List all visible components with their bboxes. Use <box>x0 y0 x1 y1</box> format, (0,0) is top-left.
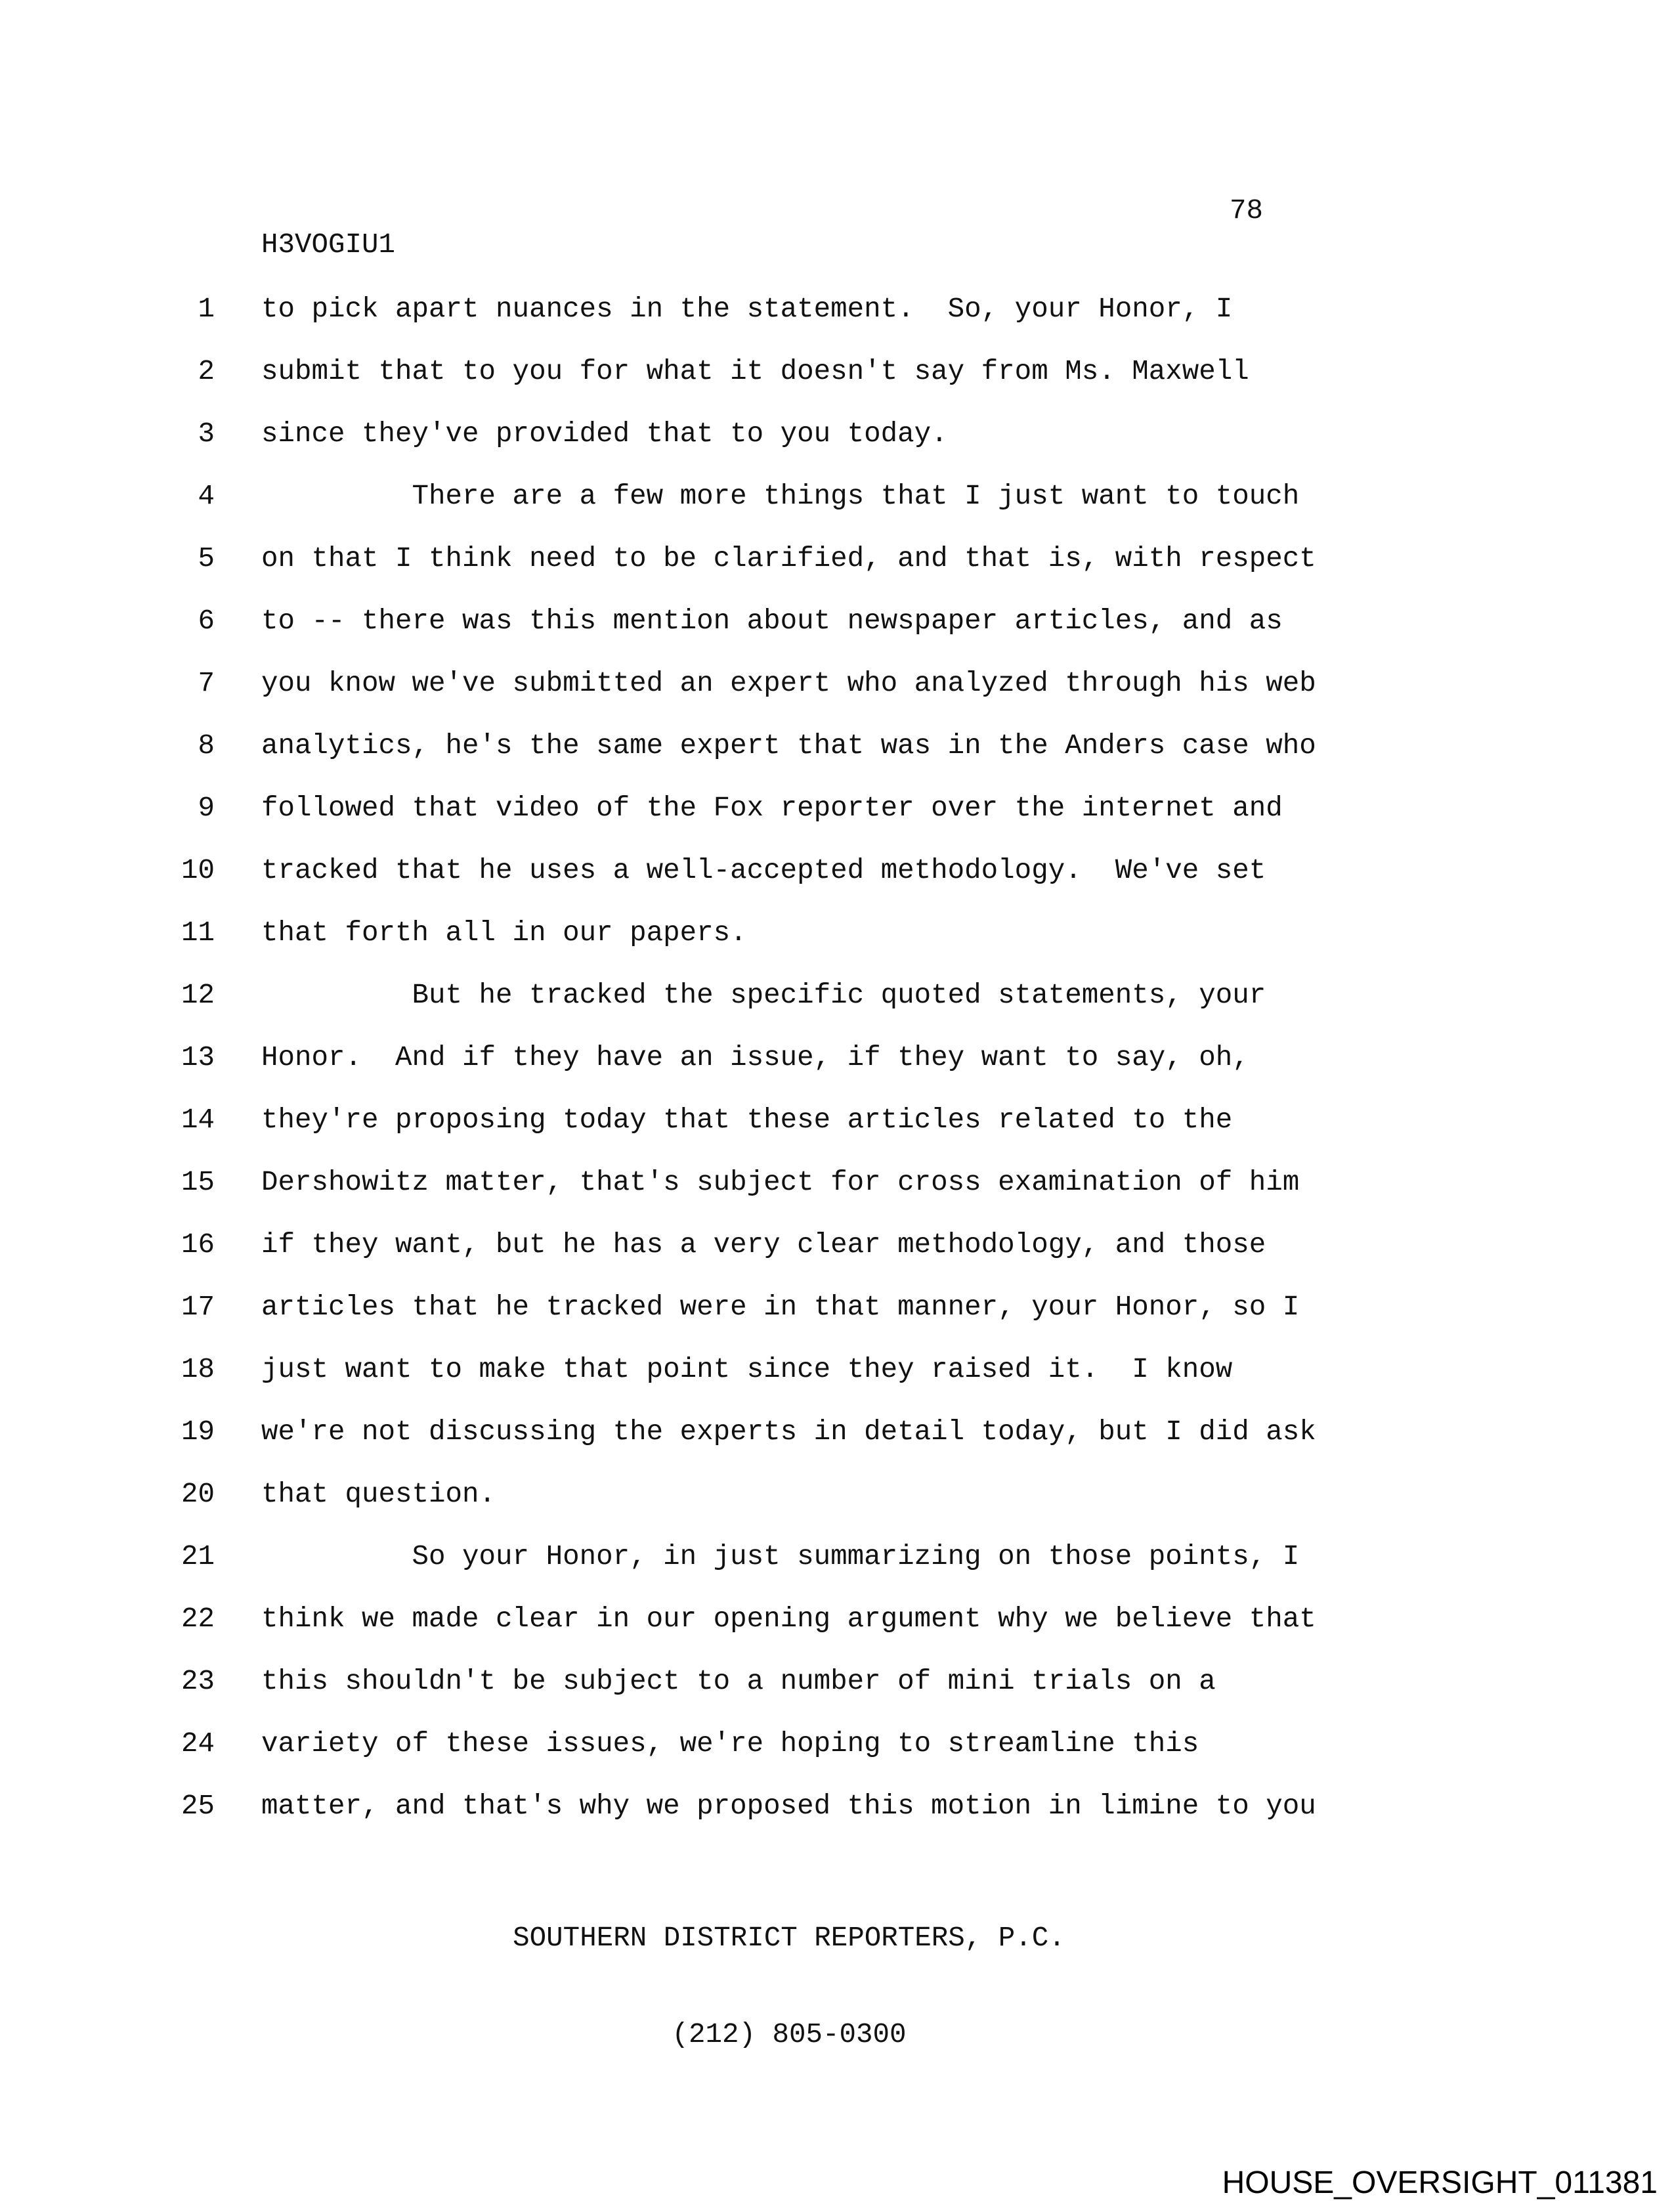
line-number: 7 <box>198 668 215 699</box>
line-number: 10 <box>181 855 215 886</box>
line-text: that question. <box>261 1479 496 1510</box>
transcript-line <box>0 1401 1674 1464</box>
line-text: analytics, he's the same expert that was in the Anders case who <box>261 730 1316 762</box>
transcript-line <box>0 403 1674 466</box>
line-text: articles that he tracked were in that manner, your Honor, so I <box>261 1291 1300 1323</box>
bates-stamp: HOUSE_OVERSIGHT_011381 <box>1222 2165 1658 2200</box>
line-number: 23 <box>181 1666 215 1697</box>
page-number: 78 <box>1230 195 1264 227</box>
line-number: 17 <box>181 1291 215 1323</box>
transcript-line <box>0 341 1674 403</box>
line-number: 20 <box>181 1479 215 1510</box>
transcript-line <box>0 1464 1674 1526</box>
reporter-phone: (212) 805-0300 <box>672 2019 907 2050</box>
line-text: just want to make that point since they raised it. I know <box>261 1354 1233 1385</box>
line-text: since they've provided that to you today. <box>261 418 948 450</box>
line-text: they're proposing today that these articles related to the <box>261 1104 1233 1136</box>
line-text: matter, and that's why we proposed this motion in limine to you <box>261 1790 1316 1822</box>
line-text: think we made clear in our opening argument why we believe that <box>261 1603 1316 1635</box>
transcript-line <box>0 1339 1674 1401</box>
line-text: So your Honor, in just summarizing on those points, I <box>261 1541 1300 1572</box>
line-text: tracked that he uses a well-accepted methodology. We've set <box>261 855 1266 886</box>
transcript-line <box>0 1027 1674 1089</box>
reporter-footer <box>261 1858 1317 2115</box>
transcript-line <box>0 1713 1674 1775</box>
line-text: if they want, but he has a very clear methodology, and those <box>261 1229 1266 1261</box>
transcript-line <box>0 1588 1674 1651</box>
line-text: we're not discussing the experts in detail today, but I did ask <box>261 1416 1316 1448</box>
transcript-line <box>0 902 1674 965</box>
transcript-line <box>0 590 1674 653</box>
transcript-line <box>0 965 1674 1027</box>
line-text: Honor. And if they have an issue, if they want to say, oh, <box>261 1042 1249 1073</box>
line-text: But he tracked the specific quoted statements, your <box>261 980 1266 1011</box>
line-number: 22 <box>181 1603 215 1635</box>
line-number: 6 <box>198 605 215 637</box>
line-number: 4 <box>198 481 215 512</box>
line-number: 1 <box>198 293 215 325</box>
transcript-line <box>0 1526 1674 1588</box>
line-number: 16 <box>181 1229 215 1261</box>
transcript-line <box>0 1152 1674 1214</box>
line-text: followed that video of the Fox reporter over the internet and <box>261 792 1283 824</box>
transcript-line <box>0 777 1674 840</box>
line-number: 14 <box>181 1104 215 1136</box>
line-number: 18 <box>181 1354 215 1385</box>
line-text: to pick apart nuances in the statement. So, your Honor, I <box>261 293 1233 325</box>
line-number: 21 <box>181 1541 215 1572</box>
line-text: that forth all in our papers. <box>261 917 747 949</box>
transcript-line <box>0 1775 1674 1838</box>
transcript-line <box>0 1651 1674 1713</box>
reporter-name: SOUTHERN DISTRICT REPORTERS, P.C. <box>513 1922 1065 1954</box>
line-number: 15 <box>181 1167 215 1198</box>
transcript-line <box>0 1276 1674 1339</box>
line-number: 11 <box>181 917 215 949</box>
line-text: you know we've submitted an expert who analyzed through his web <box>261 668 1316 699</box>
line-number: 5 <box>198 543 215 575</box>
line-number: 2 <box>198 356 215 387</box>
line-text: There are a few more things that I just want to touch <box>261 481 1300 512</box>
line-number: 12 <box>181 980 215 1011</box>
transcript-line <box>0 840 1674 902</box>
transcript-line <box>0 653 1674 715</box>
transcript-line <box>0 1214 1674 1276</box>
line-text: Dershowitz matter, that's subject for cross examination of him <box>261 1167 1300 1198</box>
line-number: 3 <box>198 418 215 450</box>
line-number: 8 <box>198 730 215 762</box>
transcript-line <box>0 1089 1674 1152</box>
transcript-body <box>0 278 1674 1838</box>
line-number: 19 <box>181 1416 215 1448</box>
transcript-line <box>0 528 1674 590</box>
transcript-line <box>0 715 1674 777</box>
line-text: on that I think need to be clarified, and that is, with respect <box>261 543 1316 575</box>
line-text: submit that to you for what it doesn't say from Ms. Maxwell <box>261 356 1249 387</box>
line-number: 9 <box>198 792 215 824</box>
line-text: variety of these issues, we're hoping to streamline this <box>261 1728 1199 1760</box>
transcript-header-code: H3VOGIU1 <box>261 229 396 261</box>
line-number: 13 <box>181 1042 215 1073</box>
transcript-line <box>0 278 1674 341</box>
line-number: 25 <box>181 1790 215 1822</box>
line-number: 24 <box>181 1728 215 1760</box>
line-text: to -- there was this mention about newspaper articles, and as <box>261 605 1283 637</box>
transcript-line <box>0 466 1674 528</box>
line-text: this shouldn't be subject to a number of mini trials on a <box>261 1666 1216 1697</box>
